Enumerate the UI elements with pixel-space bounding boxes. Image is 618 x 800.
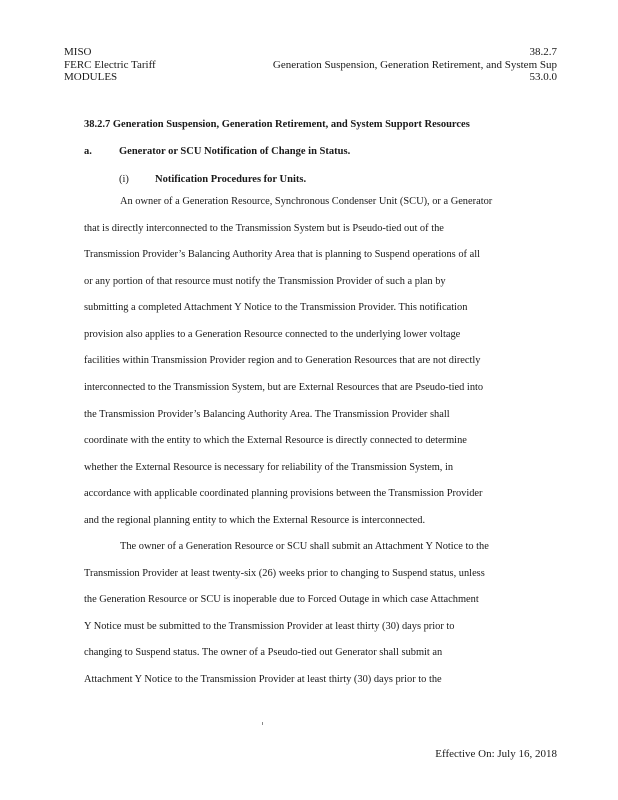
text-line: provision also applies to a Generation Resource connected to the underlying lower voltage	[84, 329, 461, 340]
subsection-i-title: Notification Procedures for Units.	[155, 174, 307, 185]
text-line: An owner of a Generation Resource, Synchronous Condenser Unit (SCU), or a Generator	[120, 196, 493, 207]
effective-date: Effective On: July 16, 2018	[435, 748, 557, 760]
text-line: and the regional planning entity to which the External Resource is interconnected.	[84, 515, 426, 526]
header-left-line: MODULES	[64, 71, 118, 83]
subsection-i-marker: (i)	[119, 174, 129, 185]
text-line: changing to Suspend status. The owner of a Pseudo-tied out Generator shall submit an	[84, 647, 443, 658]
text-line: coordinate with the entity to which the External Resource is directly connected to determine	[84, 435, 467, 446]
subsection-a-title: Generator or SCU Notification of Change in Status.	[119, 146, 351, 157]
text-line: Attachment Y Notice to the Transmission Provider at least thirty (30) days prior to the	[84, 674, 442, 685]
text-line: facilities within Transmission Provider region and to Generation Resources that are not directly	[84, 355, 481, 366]
section-title: 38.2.7 Generation Suspension, Generation Retirement, and System Support Resources	[84, 119, 470, 130]
header-left-line: MISO	[64, 46, 92, 58]
text-line: submitting a completed Attachment Y Notice to the Transmission Provider. This notification	[84, 302, 468, 313]
header-right	[273, 46, 557, 84]
text-line: the Transmission Provider’s Balancing Authority Area. The Transmission Provider shall	[84, 409, 450, 420]
text-line: Transmission Provider’s Balancing Authority Area that is planning to Suspend operations of all	[84, 249, 480, 260]
header-right-line: 53.0.0	[529, 71, 557, 83]
header-left	[64, 46, 156, 84]
text-line: that is directly interconnected to the Transmission System but is Pseudo-tied out of the	[84, 223, 444, 234]
header-right-line: 38.2.7	[529, 46, 557, 58]
text-line: interconnected to the Transmission System, but are External Resources that are Pseudo-tied into	[84, 382, 484, 393]
text-line: accordance with applicable coordinated planning provisions between the Transmission Provider	[84, 488, 483, 499]
text-line: whether the External Resource is necessary for reliability of the Transmission System, in	[84, 462, 454, 473]
scan-speck	[262, 722, 263, 725]
text-line: Y Notice must be submitted to the Transmission Provider at least thirty (30) days prior to	[84, 621, 455, 632]
text-line: The owner of a Generation Resource or SCU shall submit an Attachment Y Notice to the	[120, 541, 489, 552]
text-line: or any portion of that resource must notify the Transmission Provider of such a plan by	[84, 276, 446, 287]
text-line: the Generation Resource or SCU is inoperable due to Forced Outage in which case Attachment	[84, 594, 479, 605]
text-line: Transmission Provider at least twenty-six (26) weeks prior to changing to Suspend status, unless	[84, 568, 485, 579]
header-left-line: FERC Electric Tariff	[64, 58, 156, 71]
header-right-line: Generation Suspension, Generation Retirement, and System Sup	[272, 58, 557, 71]
subsection-a-marker: a.	[84, 146, 92, 157]
